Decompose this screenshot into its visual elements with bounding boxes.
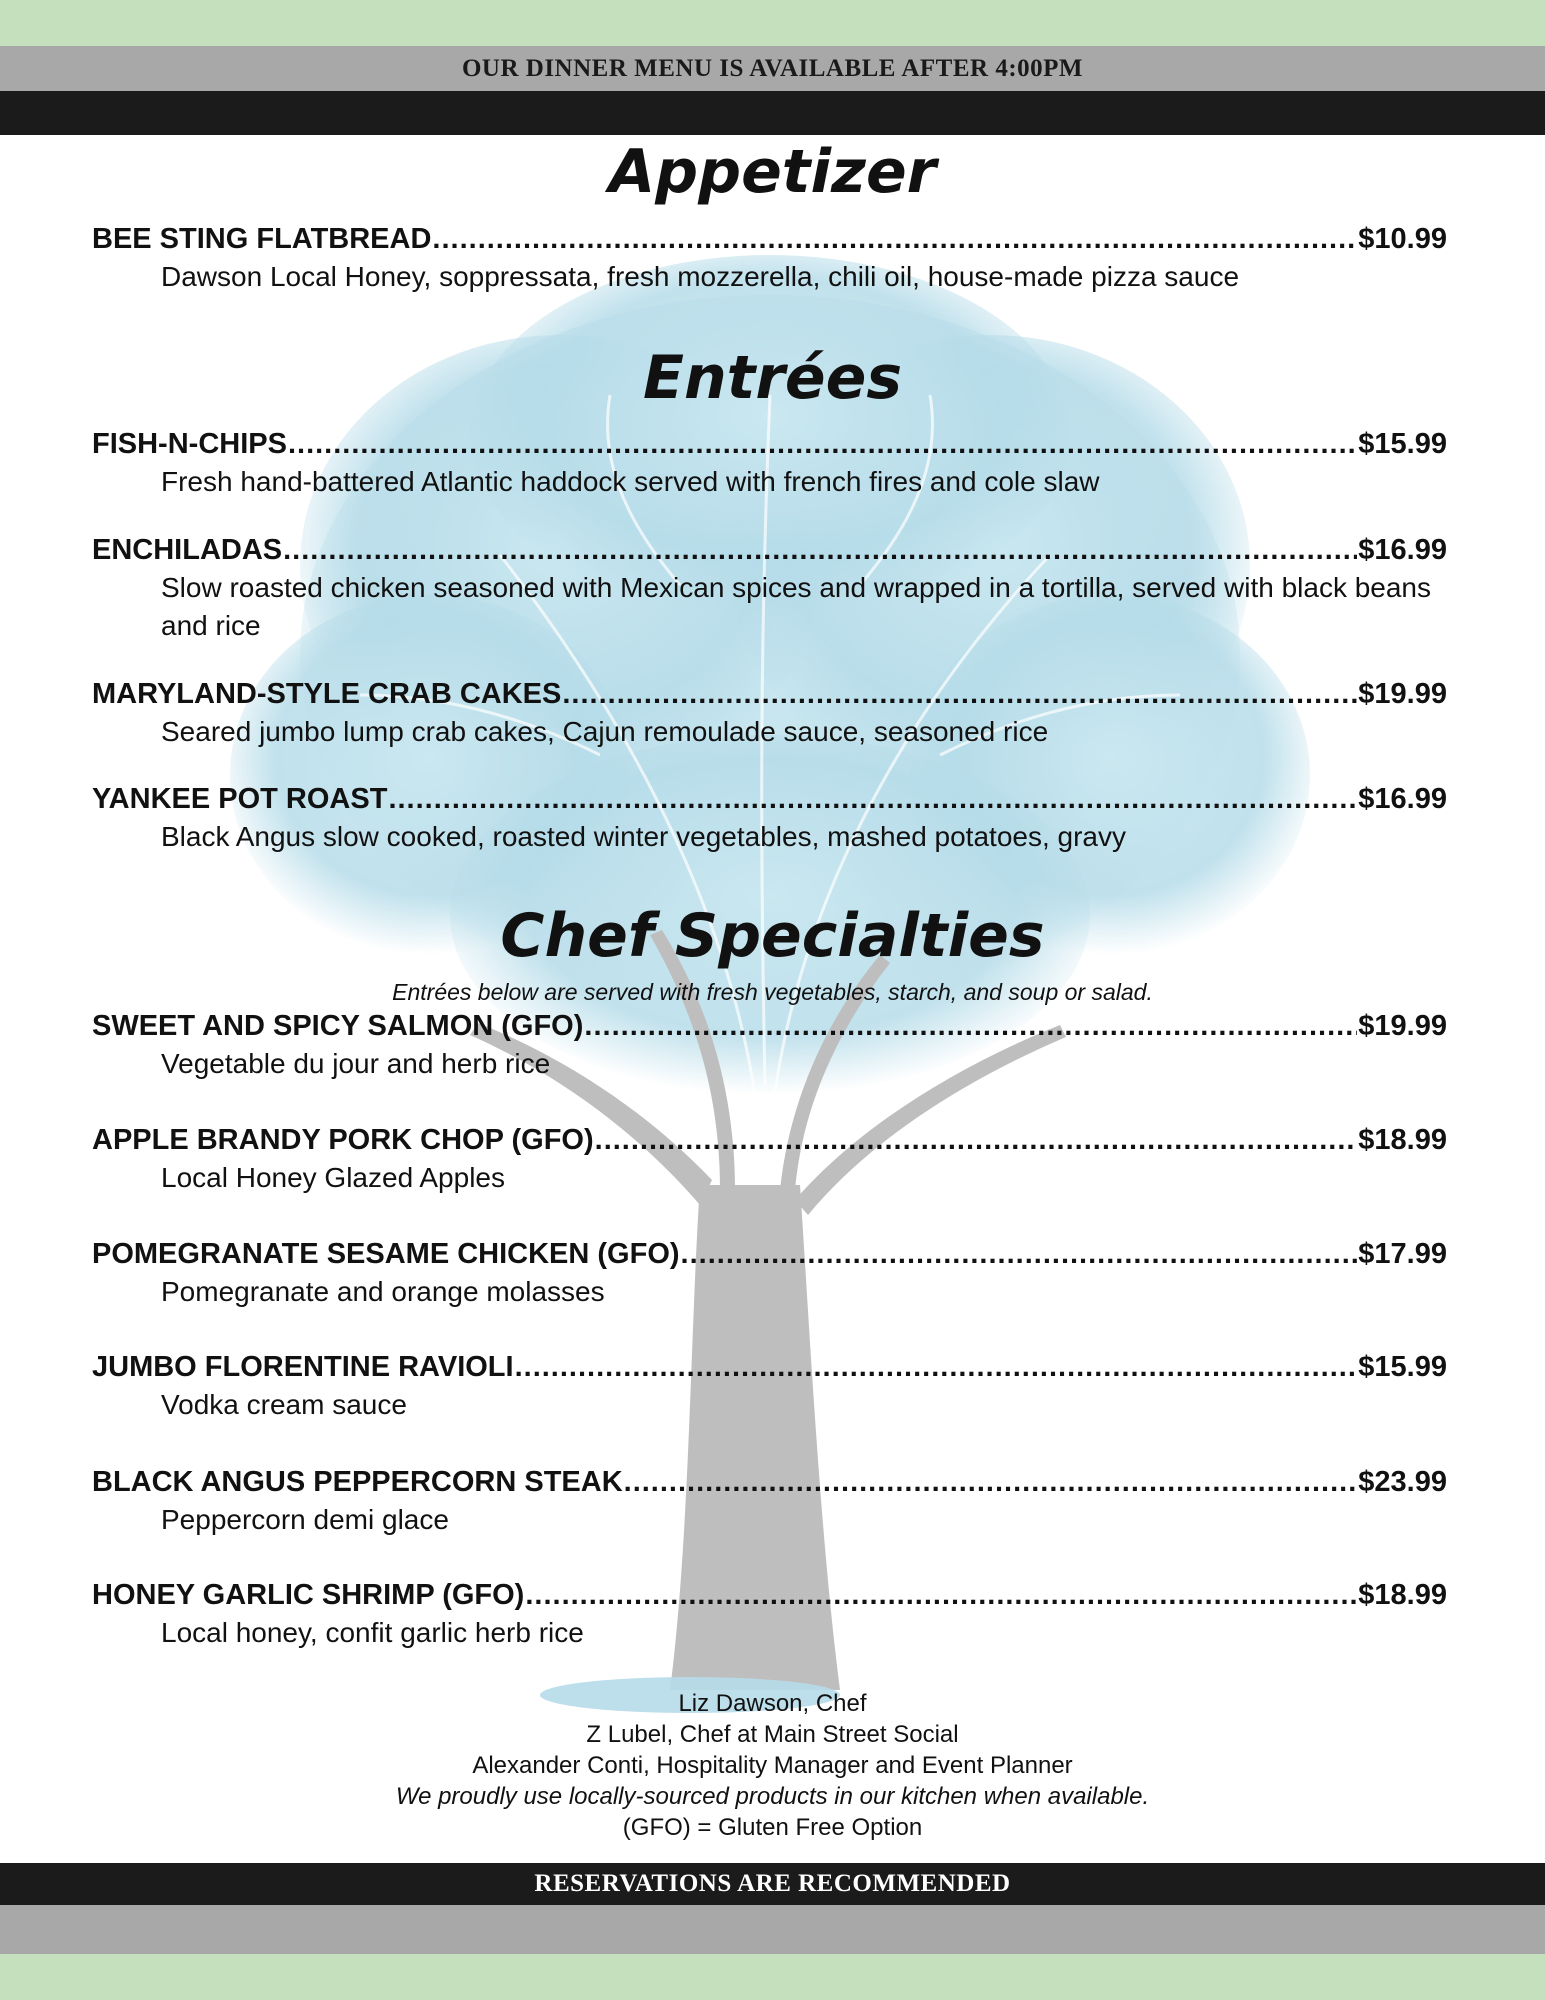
dot-leader (388, 782, 1357, 816)
item-name: POMEGRANATE SESAME CHICKEN (GFO) (92, 1238, 680, 1270)
item-price: $16.99 (1358, 783, 1447, 815)
chef-specialties-title: Chef Specialties (500, 901, 1045, 971)
item-name: JUMBO FLORENTINE RAVIOLI (92, 1351, 514, 1383)
dot-leader (515, 1350, 1358, 1384)
local-sourcing-note: We proudly use locally-sourced products in our kitchen when available. (395, 1783, 1150, 1810)
menu-item (92, 1123, 1447, 1197)
item-description: Peppercorn demi glace (161, 1504, 449, 1535)
item-price: $15.99 (1358, 428, 1447, 460)
menu-item (92, 533, 1447, 645)
staff-credits (0, 1688, 1545, 1843)
dot-leader (681, 1237, 1358, 1271)
item-price: $19.99 (1358, 678, 1447, 710)
item-name: FISH-N-CHIPS (92, 428, 287, 460)
dot-leader (525, 1578, 1357, 1612)
item-description: Fresh hand-battered Atlantic haddock served with french fires and cole slaw (161, 466, 1100, 497)
item-description: Slow roasted chicken seasoned with Mexican spices and wrapped in a tortilla, served with black beans and rice (161, 572, 1432, 641)
item-name: HONEY GARLIC SHRIMP (GFO) (92, 1579, 525, 1611)
item-price: $15.99 (1358, 1351, 1447, 1383)
chef-credit-2: Z Lubel, Chef at Main Street Social (586, 1721, 959, 1748)
reservations-bar (0, 1863, 1545, 1905)
item-price: $17.99 (1358, 1238, 1447, 1270)
menu-item (92, 1350, 1447, 1424)
reservations-notice: RESERVATIONS ARE RECOMMENDED (534, 1870, 1011, 1897)
dot-leader (562, 677, 1357, 711)
item-description: Vegetable du jour and herb rice (161, 1048, 551, 1079)
item-price: $23.99 (1358, 1466, 1447, 1498)
top-black-band (0, 91, 1545, 135)
menu-item (92, 427, 1447, 501)
menu-item (92, 1237, 1447, 1311)
item-name: APPLE BRANDY PORK CHOP (GFO) (92, 1124, 594, 1156)
item-name: MARYLAND-STYLE CRAB CAKES (92, 678, 562, 710)
item-name: YANKEE POT ROAST (92, 783, 388, 815)
appetizer-title: Appetizer (608, 137, 937, 207)
dot-leader (584, 1009, 1357, 1043)
entrees-title: Entrées (642, 343, 903, 413)
dot-leader (288, 427, 1357, 461)
dot-leader (283, 533, 1357, 567)
item-name: SWEET AND SPICY SALMON (GFO) (92, 1010, 584, 1042)
dot-leader (595, 1123, 1358, 1157)
item-name: BEE STING FLATBREAD (92, 223, 432, 255)
item-description: Vodka cream sauce (161, 1389, 407, 1420)
item-description: Seared jumbo lump crab cakes, Cajun remoulade sauce, seasoned rice (161, 716, 1049, 747)
manager-credit: Alexander Conti, Hospitality Manager and Event Planner (472, 1752, 1073, 1779)
item-description: Dawson Local Honey, soppressata, fresh mozzerella, chili oil, house-made pizza sauce (161, 261, 1240, 292)
menu-item (92, 782, 1447, 856)
item-price: $18.99 (1358, 1124, 1447, 1156)
dinner-notice: OUR DINNER MENU IS AVAILABLE AFTER 4:00PM (461, 54, 1084, 82)
bottom-gray-band (0, 1905, 1545, 1954)
gfo-legend: (GFO) = Gluten Free Option (622, 1814, 923, 1841)
item-price: $10.99 (1358, 223, 1447, 255)
dot-leader (432, 222, 1357, 256)
top-green-band (0, 0, 1545, 46)
item-description: Local honey, confit garlic herb rice (161, 1617, 584, 1648)
item-price: $19.99 (1358, 1010, 1447, 1042)
chef-credit: Liz Dawson, Chef (678, 1690, 867, 1717)
menu-item (92, 1578, 1447, 1652)
item-description: Local Honey Glazed Apples (161, 1162, 505, 1193)
menu-item (92, 677, 1447, 751)
item-description: Pomegranate and orange molasses (161, 1276, 605, 1307)
specialties-note: Entrées below are served with fresh vegetables, starch, and soup or salad. (392, 979, 1153, 1005)
bottom-green-band (0, 1954, 1545, 2000)
menu-item (92, 1465, 1447, 1539)
menu-item (92, 222, 1447, 296)
menu-item (92, 1009, 1447, 1083)
item-price: $16.99 (1358, 534, 1447, 566)
item-price: $18.99 (1358, 1579, 1447, 1611)
item-name: BLACK ANGUS PEPPERCORN STEAK (92, 1466, 623, 1498)
dot-leader (624, 1465, 1358, 1499)
top-notice-bar (0, 46, 1545, 91)
item-name: ENCHILADAS (92, 534, 283, 566)
item-description: Black Angus slow cooked, roasted winter vegetables, mashed potatoes, gravy (161, 821, 1126, 852)
